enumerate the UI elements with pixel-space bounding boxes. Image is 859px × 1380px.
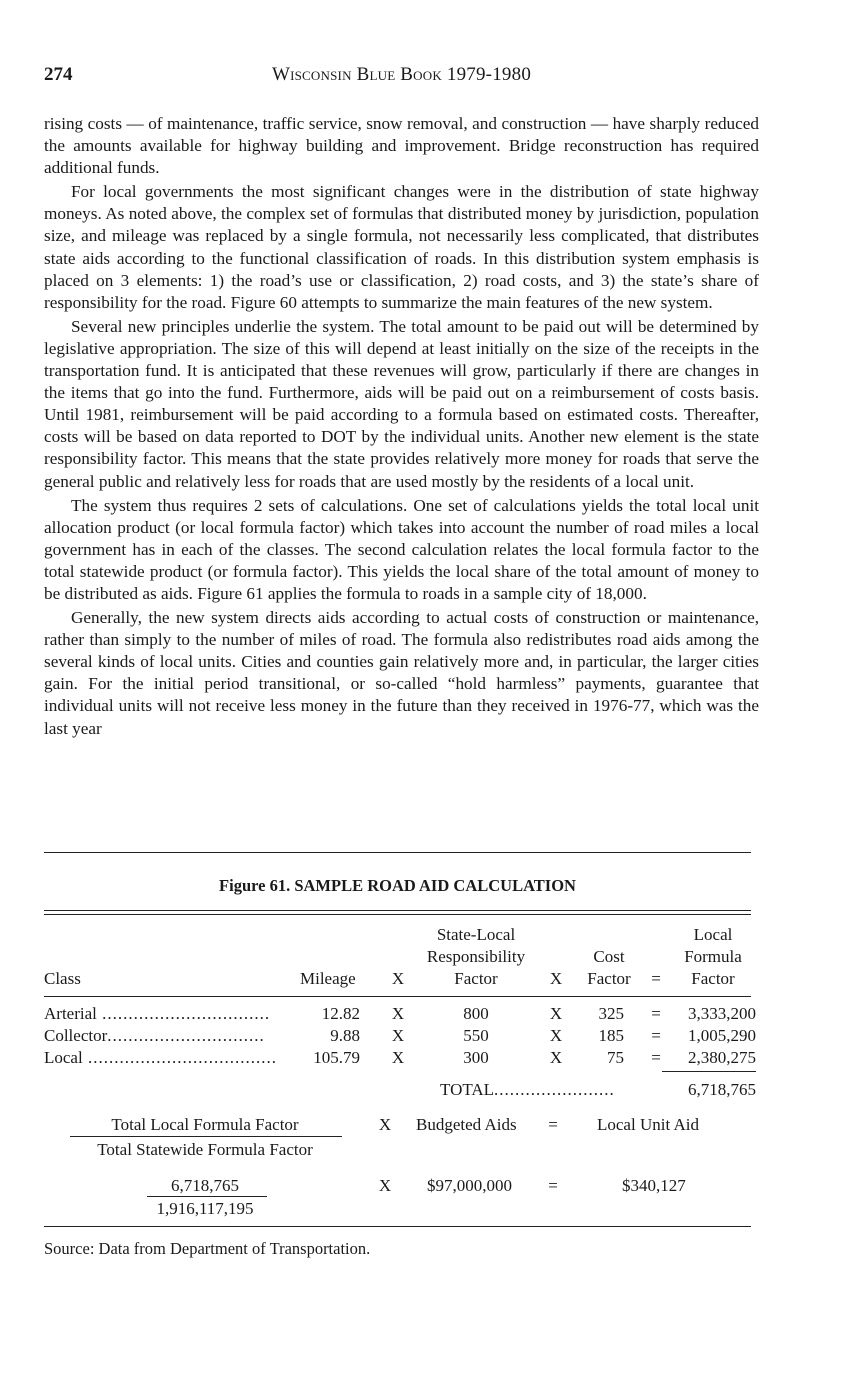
table-row-equals: =	[651, 1048, 661, 1067]
table-row-lff: 3,333,200	[688, 1004, 756, 1023]
table-row-cost: 75	[607, 1048, 624, 1067]
header-lff-1: Local	[693, 925, 733, 944]
body-text	[44, 113, 759, 742]
formula-result-value: $340,127	[622, 1176, 686, 1195]
table-row-mileage: 9.88	[330, 1026, 360, 1045]
table-row-x1: X	[391, 1004, 405, 1023]
figure-top-rule	[44, 852, 751, 853]
table-row-x2: X	[549, 1048, 563, 1067]
total-value: 6,718,765	[688, 1080, 756, 1099]
figure-title: Figure 61. SAMPLE ROAD AID CALCULATION	[219, 876, 576, 895]
lff-underline	[662, 1071, 756, 1072]
table-row-class: Arterial ................................	[44, 1004, 271, 1023]
formula-numerator-value: 6,718,765	[171, 1176, 239, 1195]
header-srf-2: Responsibility	[426, 947, 526, 966]
header-srf-1: State-Local	[436, 925, 516, 944]
header-bottom-rule	[44, 996, 751, 997]
table-row-x2: X	[549, 1026, 563, 1045]
paragraph: Several new principles underlie the system. The total amount to be paid out will be determined by legislative appropriation. The size of this will depend at least initially on the size of the receipts in the transportation fund. It is anticipated that these revenues will grow, particularly if there are changes in the items that go into the fund. Furthermore, aids will be paid out on a reimbursement of costs basis. Until 1981, reimbursement will be paid according to a formula based on estimated costs. Thereafter, costs will be based on data reported to DOT by the individual units. Another new element is the state responsibility factor. This means that the state provides relatively more money for roads that serve the general public and relatively less for roads that are used mostly by the residents of a local unit.	[44, 316, 759, 491]
header-class: Class	[44, 969, 81, 988]
table-row-equals: =	[651, 1026, 661, 1045]
formula-x: X	[378, 1115, 392, 1134]
header-lff-2: Formula	[684, 947, 742, 966]
table-row-cost: 185	[598, 1026, 624, 1045]
table-row-srf: 800	[463, 1004, 489, 1023]
table-top-rule-1	[44, 910, 751, 911]
header-srf-3: Factor	[454, 969, 498, 988]
table-row-equals: =	[651, 1004, 661, 1023]
formula-denominator-label: Total Statewide Formula Factor	[97, 1140, 313, 1159]
header-cost-1: Cost	[593, 947, 625, 966]
total-label: TOTAL.......................	[440, 1080, 615, 1099]
formula-value-x: X	[378, 1176, 392, 1195]
formula-numerator-label: Total Local Formula Factor	[111, 1115, 299, 1134]
table-row-srf: 550	[463, 1026, 489, 1045]
formula-equals: =	[548, 1115, 558, 1134]
page-number: 274	[44, 64, 73, 85]
header-cost-2: Factor	[587, 969, 631, 988]
formula-fraction-line	[70, 1136, 342, 1137]
table-row-lff: 1,005,290	[688, 1026, 756, 1045]
table-row-mileage: 105.79	[313, 1048, 360, 1067]
table-row-x2: X	[549, 1004, 563, 1023]
table-row-class: Local ....................................	[44, 1048, 277, 1067]
formula-budgeted-value: $97,000,000	[427, 1176, 512, 1195]
header-equals: =	[651, 969, 661, 988]
table-row-x1: X	[391, 1026, 405, 1045]
table-row-mileage: 12.82	[321, 1004, 360, 1023]
figure-source: Source: Data from Department of Transportation.	[44, 1239, 371, 1258]
formula-value-equals: =	[548, 1176, 558, 1195]
table-row-lff: 2,380,275	[688, 1048, 756, 1067]
paragraph: rising costs — of maintenance, traffic service, snow removal, and construction — have sharply reduced the amounts available for highway building and improvement. Bridge reconstruction has required additional funds.	[44, 114, 759, 178]
figure-bottom-rule	[44, 1226, 751, 1227]
formula-budgeted-label: Budgeted Aids	[416, 1115, 517, 1134]
header-x2: X	[549, 969, 563, 988]
header-lff-3: Factor	[691, 969, 735, 988]
header-x1: X	[391, 969, 405, 988]
table-row-srf: 300	[463, 1048, 489, 1067]
header-mileage: Mileage	[300, 969, 356, 988]
running-head: Wisconsin Blue Book 1979-1980	[271, 64, 532, 85]
paragraph: For local governments the most significant changes were in the distribution of state highway moneys. As noted above, the complex set of formulas that distributed money by jurisdiction, population size, and mileage was replaced by a single formula, not necessarily less complicated, that distributes state aids according to the functional classification of roads. In this distribution system emphasis is placed on 3 elements: 1) the road’s use or classification, 2) road costs, and 3) the state’s share of responsibility for the road. Figure 60 attempts to summarize the main features of the new system.	[44, 182, 759, 312]
table-row-cost: 325	[598, 1004, 624, 1023]
formula-result-label: Local Unit Aid	[597, 1115, 699, 1134]
paragraph: The system thus requires 2 sets of calculations. One set of calculations yields the total local unit allocation product (or local formula factor) which takes into account the number of road miles a local government has in each of the classes. The second calculation relates the local formula factor to the total statewide product (or formula factor). This yields the local share of the total amount of money to be distributed as aids. Figure 61 applies the formula to roads in a sample city of 18,000.	[44, 495, 759, 603]
page-header	[44, 64, 759, 88]
formula-denominator-value: 1,916,117,195	[156, 1199, 254, 1218]
paragraph: Generally, the new system directs aids according to actual costs of construction or maintenance, rather than simply to the number of miles of road. The formula also redistributes road aids among the several kinds of local units. Cities and counties gain relatively more and, in particular, the larger cities gain. For the initial period transitional, or so-called “hold harmless” payments, guarantee that individual units will not receive less money in the future than they received in 1976-77, which was the last year	[44, 608, 759, 738]
table-top-rule-2	[44, 914, 751, 915]
table-row-class: Collector..............................	[44, 1026, 265, 1045]
formula-value-fraction-line	[147, 1196, 267, 1197]
table-row-x1: X	[391, 1048, 405, 1067]
